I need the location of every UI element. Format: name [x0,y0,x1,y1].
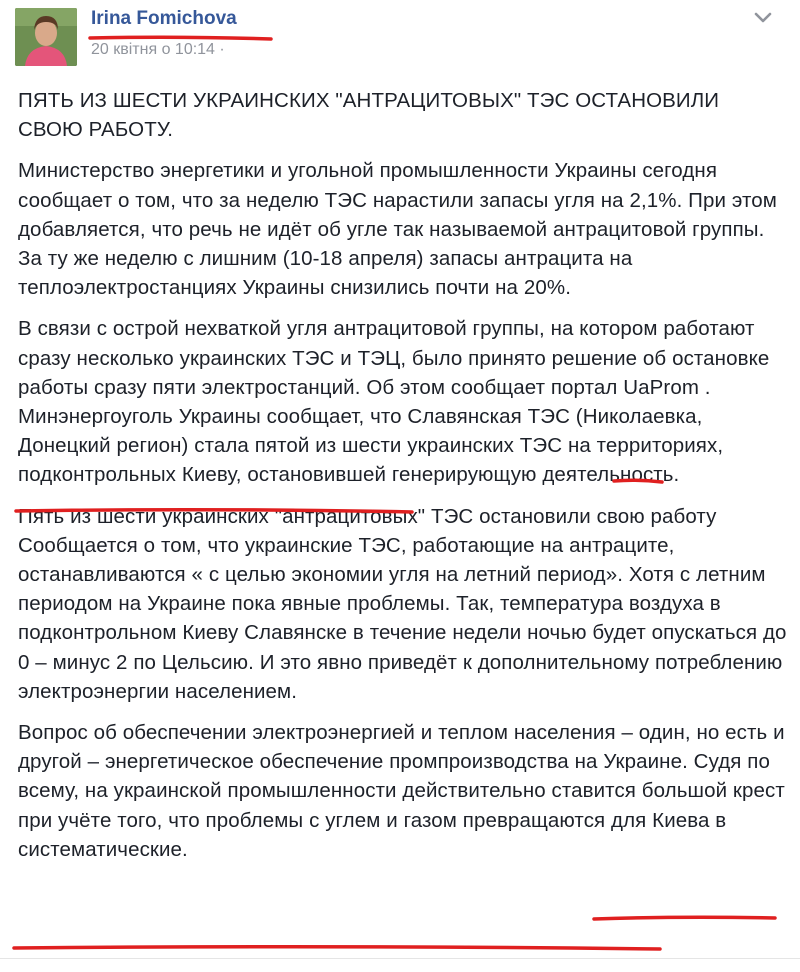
post-headline: ПЯТЬ ИЗ ШЕСТИ УКРАИНСКИХ "АНТРАЦИТОВЫХ" ТЭС ОСТАНОВИЛИ СВОЮ РАБОТУ. [18,89,720,142]
post-menu-button[interactable] [748,6,778,34]
avatar[interactable] [15,8,77,66]
post-text: Вопрос об обеспечении электроэнергией и теплом населения – один, но есть и другой – энергетическое обеспечение промпроизводства на Украине. Судя по всему, на украинской промышленности действительно ставится большой крест при учёте того, [18,721,785,832]
post-body [18,86,788,876]
highlighted-text: что проблемы с углем и газом превращаются для Киева в систематические. [18,808,727,861]
post-text: Минэнергоуголь Украины сообщает, что Славянская ТЭС (Николаевка, Донецкий регион) стала пятой из шести украинских ТЭС [18,405,703,458]
post-paragraph [18,718,788,864]
annotation-underline [592,913,777,923]
author-name[interactable]: Irina Fomichova [91,8,237,29]
post-text: В связи с острой нехваткой угля антрацитовой группы, на котором работают сразу несколько украинских ТЭС и ТЭЦ, было принято решение об остановке работы сразу пяти электростанций. Об этом сообщает портал UaProm . [18,317,770,399]
post-text: Пять из шести украинских "антрацитовых" ТЭС остановили свою работу [18,504,717,528]
post-paragraph [18,314,788,489]
post-text: , остановившей генерирующую деятельность. [235,463,680,487]
post-paragraph: Министерство энергетики и угольной промышленности Украины сегодня сообщает о том, что за неделю ТЭС нарастили запасы угля на 2,1%. При этом добавляется, что речь не идёт об угле так называемой антрацитовой группы. За ту же неделю с лишним (10-18 апреля) запасы антрацита на теплоэлектростанциях Украины снизились почти на 20%. [18,159,777,300]
post-timestamp[interactable]: 20 квітня о 10:14 · [91,41,225,58]
chevron-down-icon [754,11,772,29]
annotation-underline [12,942,662,954]
post-header [0,0,800,72]
highlighted-text: на территориях, подконтрольных Киеву [18,434,724,487]
post-text: Сообщается о том, что украинские ТЭС, работающие на антраците, останавливаются « с целью экономии угля на летний период». Хотя с летним периодом на Украине пока явные проблемы. Так, температура воздуха в подконтрольном Киеву Славянске в течение недели ночью будет опускаться до 0 – минус 2 по Цельсию. И это явно приведёт к дополнительному потреблению электроэнергии населением. [18,533,787,703]
post-paragraph [18,502,788,706]
divider [0,958,800,959]
